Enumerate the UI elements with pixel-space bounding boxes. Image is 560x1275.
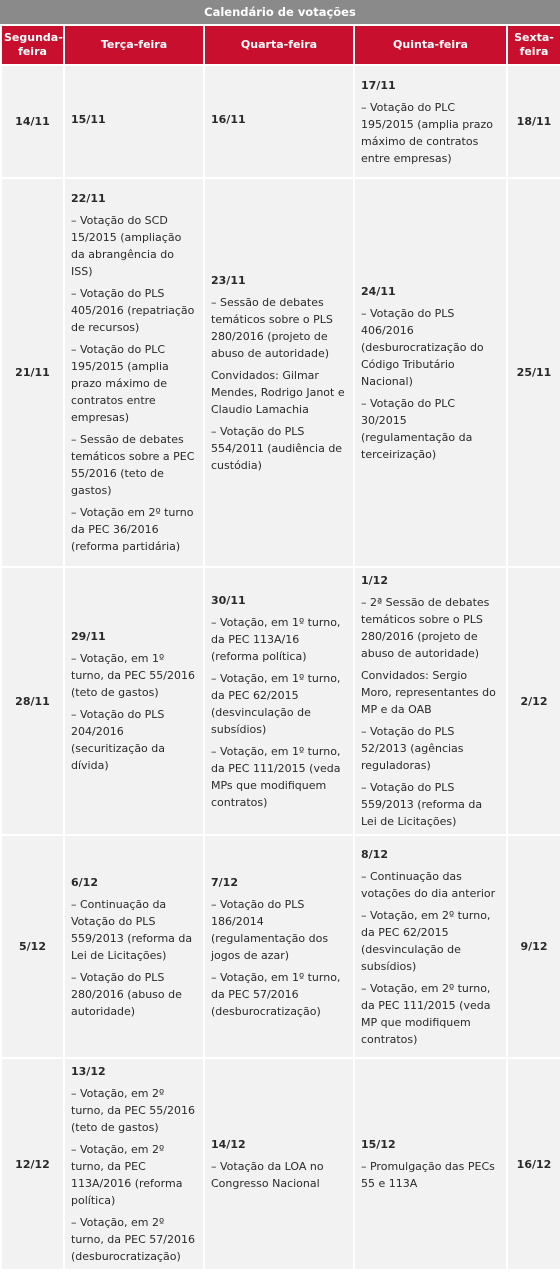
agenda-item: – Votação, em 1º turno, da PEC 57/2016 (desburocratização) bbox=[211, 970, 341, 1018]
agenda-item: – Votação do PLS 559/2013 (reforma da Lei de Licitações) bbox=[361, 781, 483, 828]
agenda-item: – Votação do PLC 30/2015 (regulamentação da terceirização) bbox=[361, 396, 473, 461]
day-date: 1/12 bbox=[361, 574, 388, 587]
monday-cell: 21/11 bbox=[2, 179, 63, 566]
friday-cell: 25/11 bbox=[508, 179, 560, 566]
day-date: 8/12 bbox=[361, 847, 388, 861]
wednesday-cell bbox=[205, 568, 353, 834]
thursday-cell bbox=[355, 568, 506, 834]
agenda-item: – Votação, em 1º turno, da PEC 111/2015 (veda MPs que modifiquem contratos) bbox=[211, 744, 341, 809]
wednesday-cell bbox=[205, 179, 353, 566]
friday-cell: 2/12 bbox=[508, 568, 560, 834]
day-date: 15/12 bbox=[361, 1138, 396, 1151]
tuesday-cell bbox=[65, 568, 203, 834]
agenda-item: – Votação do PLS 186/2014 (regulamentação dos jogos de azar) bbox=[211, 897, 329, 962]
agenda-item: Convidados: Gilmar Mendes, Rodrigo Janot e Claudio Lamachia bbox=[211, 368, 345, 416]
agenda-item: – Votação do PLS 280/2016 (abuso de autoridade) bbox=[71, 970, 182, 1018]
day-date: 15/11 bbox=[71, 112, 106, 126]
voting-calendar-table bbox=[0, 24, 560, 1271]
agenda-item: – Votação do PLS 204/2016 (securitização da dívida) bbox=[71, 708, 166, 772]
agenda-item: – Votação do PLS 405/2016 (repatriação de recursos) bbox=[71, 287, 195, 334]
day-date: 17/11 bbox=[361, 78, 396, 92]
day-date: 6/12 bbox=[71, 875, 98, 889]
week-row bbox=[2, 836, 560, 1057]
tuesday-cell bbox=[65, 1059, 203, 1269]
week-row bbox=[2, 1059, 560, 1269]
tuesday-cell bbox=[65, 179, 203, 566]
agenda-item: – Votação, em 2º turno, da PEC 55/2016 (teto de gastos) bbox=[71, 1087, 195, 1134]
friday-cell: 18/11 bbox=[508, 66, 560, 177]
agenda-item: – Votação, em 1º turno, da PEC 55/2016 (teto de gastos) bbox=[71, 652, 195, 699]
wednesday-cell bbox=[205, 836, 353, 1057]
tuesday-cell bbox=[65, 836, 203, 1057]
day-date: 24/11 bbox=[361, 284, 396, 298]
day-date: 22/11 bbox=[71, 192, 106, 205]
agenda-item: – Promulgação das PECs 55 e 113A bbox=[361, 1160, 495, 1190]
agenda-item: – Votação, em 2º turno, da PEC 113A/2016 (reforma política) bbox=[71, 1143, 183, 1207]
wednesday-cell bbox=[205, 66, 353, 177]
agenda-item: – Votação, em 2º turno, da PEC 111/2015 (veda MP que modifiquem contratos) bbox=[361, 981, 491, 1046]
agenda-item: – Continuação das votações do dia anterior bbox=[361, 869, 496, 900]
thursday-cell bbox=[355, 836, 506, 1057]
agenda-item: – 2ª Sessão de debates temáticos sobre o PLS 280/2016 (projeto de abuso de autoridade) bbox=[361, 596, 490, 660]
week-row bbox=[2, 568, 560, 834]
agenda-item: – Votação, em 2º turno, da PEC 62/2015 (desvinculação de subsídios) bbox=[361, 908, 491, 973]
thursday-cell bbox=[355, 179, 506, 566]
header-friday: Sexta-feira bbox=[508, 26, 560, 64]
wednesday-cell bbox=[205, 1059, 353, 1269]
week-row bbox=[2, 66, 560, 177]
agenda-item: – Votação da LOA no Congresso Nacional bbox=[211, 1160, 324, 1190]
agenda-item: – Votação do PLS 406/2016 (desburocratização do Código Tributário Nacional) bbox=[361, 306, 484, 388]
agenda-item: – Sessão de debates temáticos sobre a PEC 55/2016 (teto de gastos) bbox=[71, 433, 195, 497]
agenda-item: – Continuação da Votação do PLS 559/2013 (reforma da Lei de Licitações) bbox=[71, 897, 193, 962]
agenda-item: – Votação em 2º turno da PEC 36/2016 (reforma partidária) bbox=[71, 506, 194, 553]
tuesday-cell bbox=[65, 66, 203, 177]
day-date: 29/11 bbox=[71, 630, 106, 643]
agenda-item: – Votação do PLS 52/2013 (agências reguladoras) bbox=[361, 725, 464, 772]
friday-cell: 9/12 bbox=[508, 836, 560, 1057]
thursday-cell bbox=[355, 1059, 506, 1269]
agenda-item: – Votação do PLS 554/2011 (audiência de custódia) bbox=[211, 424, 343, 472]
thursday-cell bbox=[355, 66, 506, 177]
agenda-item: – Votação do PLC 195/2015 (amplia prazo máximo de contratos entre empresas) bbox=[71, 343, 169, 424]
monday-cell: 14/11 bbox=[2, 66, 63, 177]
agenda-item: – Votação, em 2º turno, da PEC 57/2016 (desburocratização) bbox=[71, 1216, 195, 1263]
week-row bbox=[2, 179, 560, 566]
day-date: 16/11 bbox=[211, 112, 246, 126]
header-row bbox=[2, 26, 560, 64]
monday-cell: 12/12 bbox=[2, 1059, 63, 1269]
day-date: 7/12 bbox=[211, 875, 238, 889]
header-tuesday: Terça-feira bbox=[65, 26, 203, 64]
agenda-item: – Votação do PLC 195/2015 (amplia prazo máximo de contratos entre empresas) bbox=[361, 100, 494, 165]
header-monday: Segunda-feira bbox=[2, 26, 63, 64]
day-date: 13/12 bbox=[71, 1065, 106, 1078]
day-date: 14/12 bbox=[211, 1138, 246, 1151]
day-date: 30/11 bbox=[211, 593, 246, 607]
agenda-item: – Votação, em 1º turno, da PEC 113A/16 (reforma política) bbox=[211, 615, 341, 663]
calendar-title: Calendário de votações bbox=[0, 0, 560, 24]
header-wednesday: Quarta-feira bbox=[205, 26, 353, 64]
agenda-item: – Sessão de debates temáticos sobre o PLS 280/2016 (projeto de abuso de autoridade) bbox=[211, 295, 333, 360]
agenda-item: Convidados: Sergio Moro, representantes do MP e da OAB bbox=[361, 669, 496, 716]
monday-cell: 5/12 bbox=[2, 836, 63, 1057]
monday-cell: 28/11 bbox=[2, 568, 63, 834]
header-thursday: Quinta-feira bbox=[355, 26, 506, 64]
agenda-item: – Votação do SCD 15/2015 (ampliação da abrangência do ISS) bbox=[71, 214, 182, 278]
day-date: 23/11 bbox=[211, 273, 246, 287]
agenda-item: – Votação, em 1º turno, da PEC 62/2015 (desvinculação de subsídios) bbox=[211, 671, 341, 736]
friday-cell: 16/12 bbox=[508, 1059, 560, 1269]
